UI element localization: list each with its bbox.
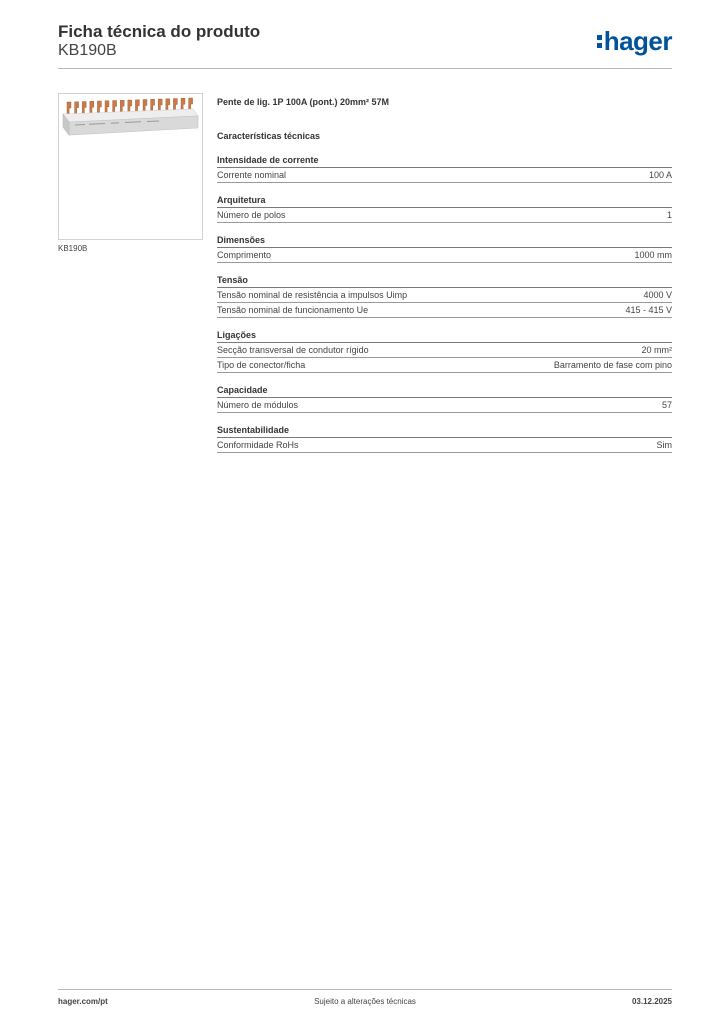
busbar-pin: [189, 98, 193, 110]
busbar-pin: [151, 99, 155, 111]
busbar-pin: [120, 100, 124, 112]
busbar-pin: [166, 99, 170, 111]
spec-group: [217, 424, 672, 453]
product-name: Pente de lig. 1P 100A (pont.) 20mm² 57M: [217, 97, 390, 107]
busbar-pin: [97, 101, 101, 113]
busbar-pin: [173, 99, 177, 111]
busbar-pin: [67, 102, 71, 114]
spec-value: 57: [661, 400, 672, 410]
busbar-comb-icon: [59, 94, 202, 239]
spec-row: [217, 358, 672, 373]
product-image: [58, 93, 203, 240]
logo-wordmark: hager: [603, 26, 672, 56]
group-title: Tensão: [217, 274, 672, 288]
spec-label: Secção transversal de condutor rígido: [217, 345, 369, 355]
busbar-pin: [90, 101, 94, 113]
spec-row: [217, 208, 672, 223]
spec-row: [217, 398, 672, 413]
spec-group: [217, 384, 672, 413]
spec-label: Tipo de conector/ficha: [217, 360, 306, 370]
product-code: KB190B: [58, 42, 117, 59]
spec-value: 1000 mm: [634, 250, 672, 260]
hager-logo: [597, 26, 672, 56]
spec-row: [217, 248, 672, 263]
spec-group: [217, 234, 672, 263]
group-title: Sustentabilidade: [217, 424, 672, 438]
image-caption: KB190B: [58, 244, 88, 253]
page-header: [58, 22, 672, 70]
spec-row: [217, 288, 672, 303]
spec-row: [217, 303, 672, 318]
spec-group: [217, 154, 672, 183]
busbar-pin: [128, 100, 132, 112]
spec-group: [217, 329, 672, 373]
spec-value: 20 mm²: [641, 345, 672, 355]
spec-label: Corrente nominal: [217, 170, 287, 180]
footer-date: 03.12.2025: [631, 997, 672, 1006]
spec-label: Comprimento: [217, 250, 272, 260]
spec-value: 415 - 415 V: [625, 305, 672, 315]
group-title: Ligações: [217, 329, 672, 343]
group-title: Dimensões: [217, 234, 672, 248]
logo-dots-icon: [597, 35, 602, 48]
spec-sheet: [217, 95, 672, 453]
spec-label: Número de módulos: [217, 400, 299, 410]
spec-value: 1: [666, 210, 672, 220]
busbar-pin: [82, 102, 86, 114]
spec-group: [217, 274, 672, 318]
busbar-pin: [181, 98, 185, 110]
spec-value: Sim: [656, 440, 672, 450]
busbar-pin: [75, 102, 79, 114]
busbar-pin: [143, 100, 147, 112]
spec-group: [217, 194, 672, 223]
busbar-pin: [113, 101, 117, 113]
group-title: Capacidade: [217, 384, 672, 398]
spec-row: [217, 438, 672, 453]
spec-groups: [217, 154, 672, 453]
header-divider: [58, 68, 672, 69]
page-footer: [58, 997, 672, 1011]
spec-value: Barramento de fase com pino: [553, 360, 672, 370]
spec-row: [217, 343, 672, 358]
footer-disclaimer: Sujeito a alterações técnicas: [314, 997, 416, 1006]
spec-label: Tensão nominal de resistência a impulsos Uimp: [217, 290, 408, 300]
busbar-pin: [135, 100, 139, 112]
group-title: Intensidade de corrente: [217, 154, 672, 168]
busbar-pin: [105, 101, 109, 113]
footer-divider: [58, 989, 672, 990]
spec-value: 4000 V: [643, 290, 672, 300]
footer-website: hager.com/pt: [58, 997, 108, 1006]
spec-row: [217, 168, 672, 183]
spec-label: Número de polos: [217, 210, 286, 220]
group-title: Arquitetura: [217, 194, 672, 208]
section-label: Características técnicas: [217, 131, 321, 141]
document-title: Ficha técnica do produto: [58, 22, 261, 41]
busbar-pin: [158, 99, 162, 111]
spec-value: 100 A: [648, 170, 672, 180]
spec-label: Tensão nominal de funcionamento Ue: [217, 305, 369, 315]
spec-label: Conformidade RoHs: [217, 440, 299, 450]
